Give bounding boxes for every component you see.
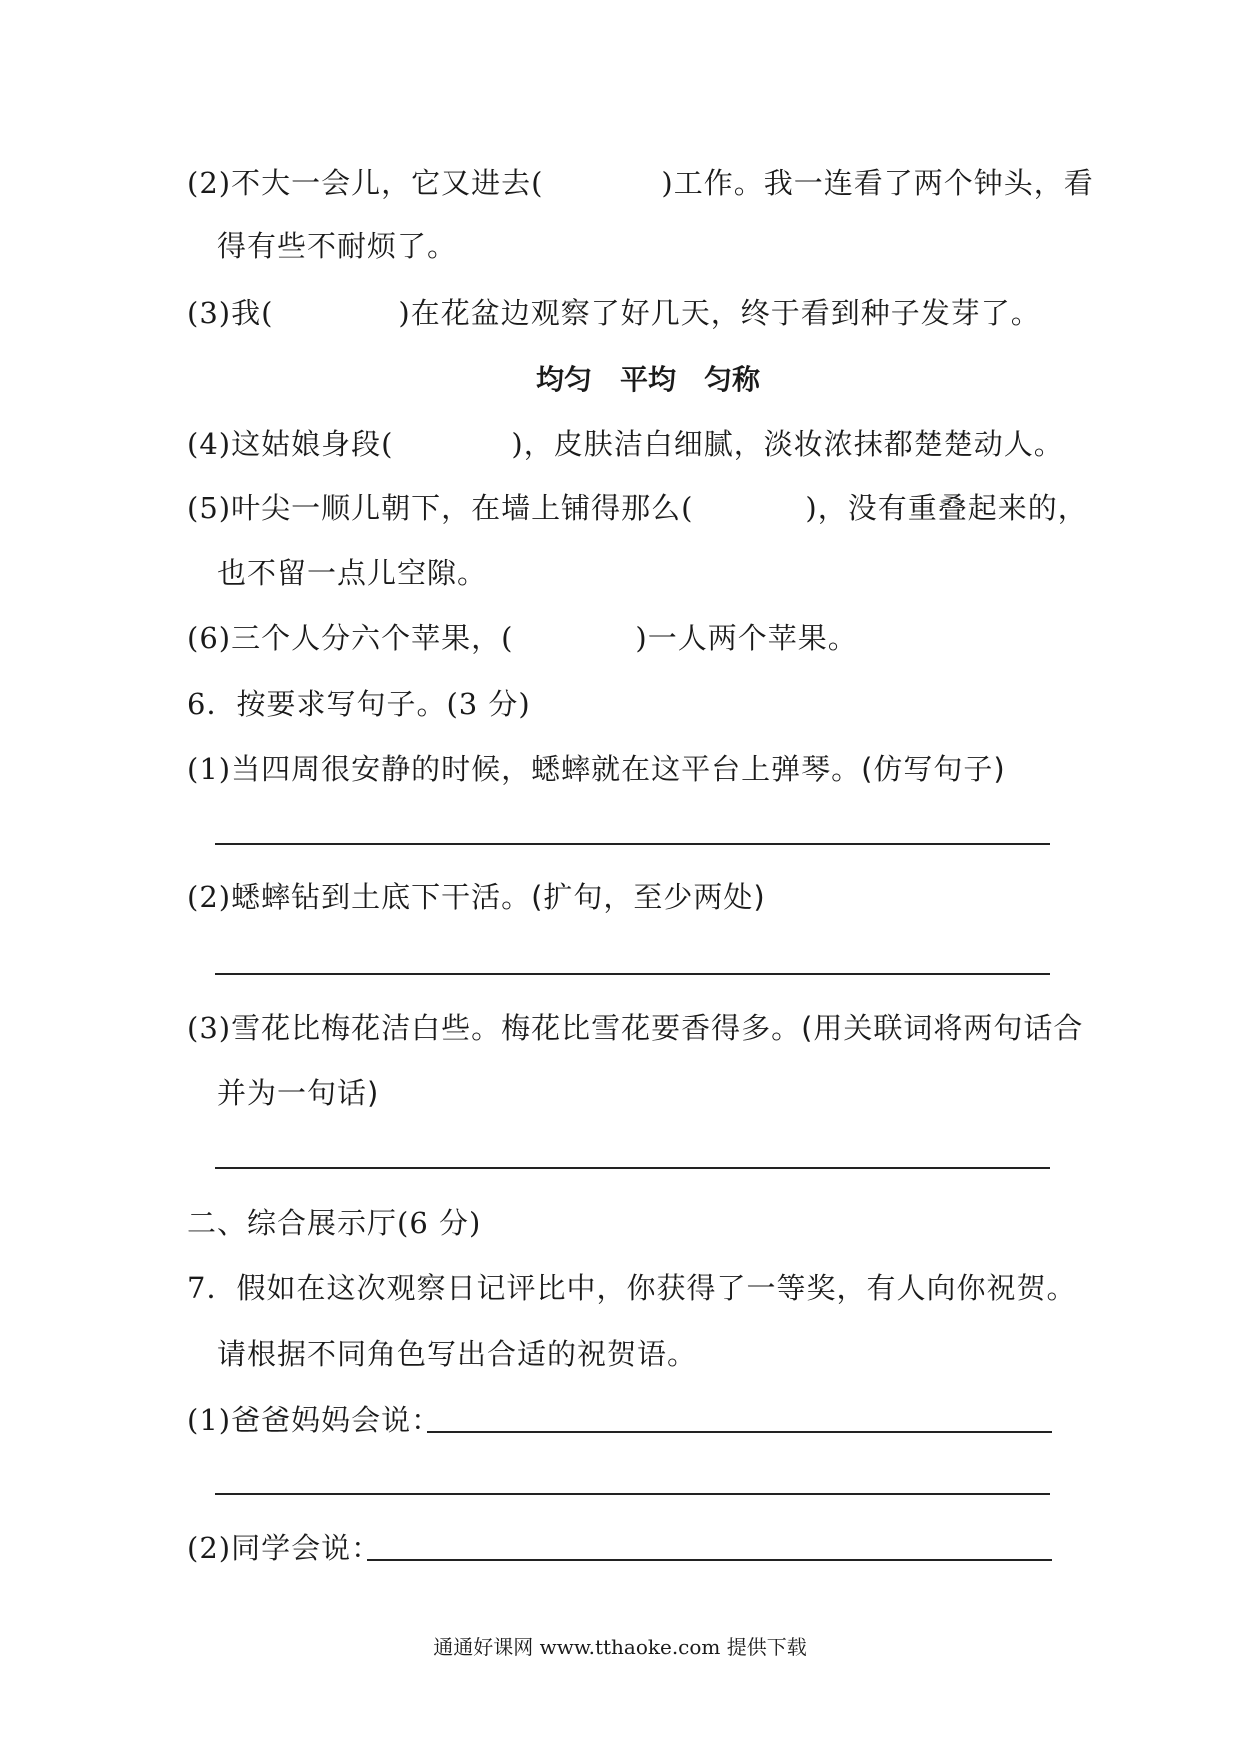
q6-item3-line1: (3)雪花比梅花洁白些。梅花比雪花要香得多。(用关联词将两句话合 <box>187 1011 1084 1045</box>
section2-title: 二、综合展示厅(6 分) <box>187 1206 482 1240</box>
q5-item5-line2: 也不留一点儿空隙。 <box>217 556 488 590</box>
answer-line[interactable] <box>215 843 1050 845</box>
answer-line[interactable] <box>215 1493 1050 1495</box>
q6-item1: (1)当四周很安静的时候，蟋蟀就在这平台上弹琴。(仿写句子) <box>187 752 1006 786</box>
q6-title: 6．按要求写句子。(3 分) <box>187 687 531 721</box>
word-options <box>536 360 788 400</box>
footer-source: 通通好课网 www.tthaoke.com 提供下载 <box>433 1635 807 1659</box>
q6-item2: (2)蟋蟀钻到土底下干活。(扩句，至少两处) <box>187 880 766 914</box>
q6-item3-line2: 并为一句话) <box>217 1076 380 1110</box>
q5-item5-line1: (5)叶尖一顺儿朝下，在墙上铺得那么( )，没有重叠起来的， <box>187 491 1088 525</box>
word-option: 匀称 <box>704 363 761 396</box>
answer-line[interactable] <box>427 1431 1052 1433</box>
q5-item3: (3)我( )在花盆边观察了好几天，终于看到种子发芽了。 <box>187 296 1041 330</box>
answer-line[interactable] <box>215 973 1050 975</box>
q7-item2-label: (2)同学会说： <box>187 1531 382 1565</box>
q5-item2-line2: 得有些不耐烦了。 <box>217 229 458 263</box>
q7-item1-label: (1)爸爸妈妈会说： <box>187 1403 442 1437</box>
word-option: 均匀 <box>536 363 593 396</box>
q7-title-line2: 请根据不同角色写出合适的祝贺语。 <box>217 1337 698 1371</box>
q5-item2-line1: (2)不大一会儿，它又进去( )工作。我一连看了两个钟头，看 <box>187 166 1094 200</box>
q5-item4: (4)这姑娘身段( )，皮肤洁白细腻，淡妆浓抹都楚楚动人。 <box>187 427 1064 461</box>
q7-title-line1: 7．假如在这次观察日记评比中，你获得了一等奖，有人向你祝贺。 <box>187 1271 1077 1305</box>
answer-line[interactable] <box>215 1167 1050 1169</box>
q5-item6: (6)三个人分六个苹果，( )一人两个苹果。 <box>187 621 858 655</box>
answer-line[interactable] <box>367 1559 1052 1561</box>
word-option: 平均 <box>620 363 677 396</box>
